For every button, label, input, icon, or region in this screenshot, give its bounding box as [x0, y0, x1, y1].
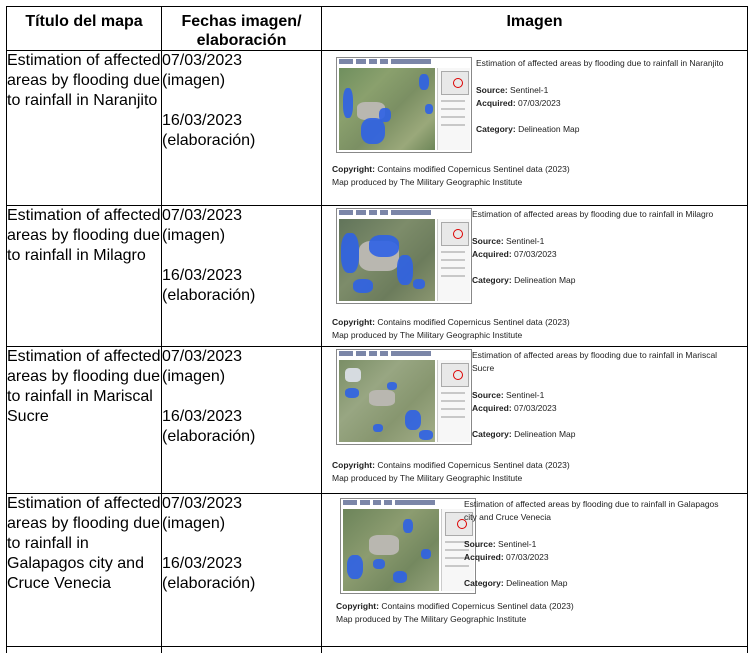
- source-value: Sentinel-1: [510, 85, 549, 95]
- category-value: Delineation Map: [514, 429, 576, 439]
- source-value: Sentinel-1: [506, 390, 545, 400]
- dates-cell: [162, 51, 322, 206]
- acquired-label: Acquired:: [464, 552, 504, 562]
- image-date-label: (imagen): [162, 227, 226, 244]
- map-info: [472, 349, 734, 441]
- made-date-label: (elaboración): [162, 132, 256, 149]
- map-caption: Estimation of affected areas by flooding due to rainfall in Naranjito: [476, 58, 724, 68]
- acquired-label: Acquired:: [472, 249, 512, 259]
- map-caption: Estimation of affected areas by flooding due to rainfall in Milagro: [472, 209, 714, 219]
- source-value: Sentinel-1: [498, 539, 537, 549]
- map-caption: Estimation of affected areas by flooding due to rainfall in Mariscal Sucre: [472, 350, 718, 373]
- copyright-label: Copyright:: [332, 317, 375, 327]
- table-row-partial: [7, 647, 748, 654]
- category-value: Delineation Map: [514, 275, 576, 285]
- map-title: Estimation of affected areas by flooding due to rainfall in Mariscal Sucre: [7, 347, 162, 494]
- producer-text: Map produced by The Military Geographic Institute: [332, 473, 523, 483]
- source-label: Source:: [464, 539, 496, 549]
- source-label: Source:: [472, 390, 504, 400]
- category-label: Category:: [464, 578, 504, 588]
- image-cell: [322, 347, 748, 494]
- made-date: 16/03/2023: [162, 267, 243, 284]
- table-row: [7, 494, 748, 647]
- table-row: [7, 51, 748, 206]
- map-footer: [332, 459, 740, 485]
- header-dates: Fechas imagen/ elaboración: [162, 7, 322, 51]
- flood-map-image: [339, 360, 435, 442]
- category-label: Category:: [472, 429, 512, 439]
- maps-table: [6, 6, 748, 653]
- image-date: 07/03/2023: [162, 52, 243, 69]
- copyright-label: Copyright:: [332, 460, 375, 470]
- map-info: [464, 498, 726, 590]
- image-cell: [322, 206, 748, 347]
- dates-cell: [162, 494, 322, 647]
- acquired-value: 07/03/2023: [514, 249, 557, 259]
- dates-cell: [162, 206, 322, 347]
- made-date-label: (elaboración): [162, 287, 256, 304]
- acquired-label: Acquired:: [476, 98, 516, 108]
- made-date-label: (elaboración): [162, 428, 256, 445]
- image-date: 07/03/2023: [162, 348, 243, 365]
- category-label: Category:: [472, 275, 512, 285]
- producer-text: Map produced by The Military Geographic Institute: [332, 177, 523, 187]
- category-value: Delineation Map: [506, 578, 568, 588]
- made-date-label: (elaboración): [162, 575, 256, 592]
- producer-text: Map produced by The Military Geographic Institute: [332, 330, 523, 340]
- header-title: Título del mapa: [7, 7, 162, 51]
- map-footer: [332, 316, 740, 342]
- copyright-label: Copyright:: [336, 601, 379, 611]
- category-value: Delineation Map: [518, 124, 580, 134]
- map-title: Estimation of affected areas by flooding due to rainfall in Naranjito: [7, 51, 162, 206]
- map-info: [476, 57, 738, 136]
- acquired-value: 07/03/2023: [506, 552, 549, 562]
- dates-cell: [162, 347, 322, 494]
- copyright-value: Contains modified Copernicus Sentinel data (2023): [377, 460, 570, 470]
- made-date: 16/03/2023: [162, 555, 243, 572]
- map-title: Estimation of affected areas by flooding due to rainfall in Milagro: [7, 206, 162, 347]
- map-thumbnail: [336, 208, 472, 304]
- source-label: Source:: [472, 236, 504, 246]
- map-footer: [332, 163, 740, 189]
- table-row: [7, 347, 748, 494]
- image-date: 07/03/2023: [162, 207, 243, 224]
- map-thumbnail: [336, 57, 472, 153]
- map-caption: Estimation of affected areas by flooding due to rainfall in Galapagos city and Cruce Venecia: [464, 499, 719, 522]
- flood-map-image: [339, 68, 435, 150]
- map-info: [472, 208, 734, 287]
- acquired-label: Acquired:: [472, 403, 512, 413]
- table-row: [7, 206, 748, 347]
- source-value: Sentinel-1: [506, 236, 545, 246]
- flood-map-image: [339, 219, 435, 301]
- made-date: 16/03/2023: [162, 408, 243, 425]
- source-label: Source:: [476, 85, 508, 95]
- image-date-label: (imagen): [162, 368, 226, 385]
- copyright-label: Copyright:: [332, 164, 375, 174]
- acquired-value: 07/03/2023: [514, 403, 557, 413]
- map-title: Estimation of affected areas by flooding due to rainfall in Galapagos city and Cruce Venecia: [7, 494, 162, 647]
- map-thumbnail: [336, 349, 472, 445]
- map-thumbnail: [340, 498, 476, 594]
- image-date: 07/03/2023: [162, 495, 243, 512]
- acquired-value: 07/03/2023: [518, 98, 561, 108]
- copyright-value: Contains modified Copernicus Sentinel data (2023): [377, 317, 570, 327]
- category-label: Category:: [476, 124, 516, 134]
- image-cell: [322, 494, 748, 647]
- header-row: [7, 7, 748, 51]
- producer-text: Map produced by The Military Geographic Institute: [336, 614, 527, 624]
- copyright-value: Contains modified Copernicus Sentinel data (2023): [381, 601, 574, 611]
- image-date-label: (imagen): [162, 515, 226, 532]
- copyright-value: Contains modified Copernicus Sentinel data (2023): [377, 164, 570, 174]
- image-date-label: (imagen): [162, 72, 226, 89]
- made-date: 16/03/2023: [162, 112, 243, 129]
- header-image: Imagen: [322, 7, 748, 51]
- flood-map-image: [343, 509, 439, 591]
- image-cell: [322, 51, 748, 206]
- map-footer: [336, 600, 744, 626]
